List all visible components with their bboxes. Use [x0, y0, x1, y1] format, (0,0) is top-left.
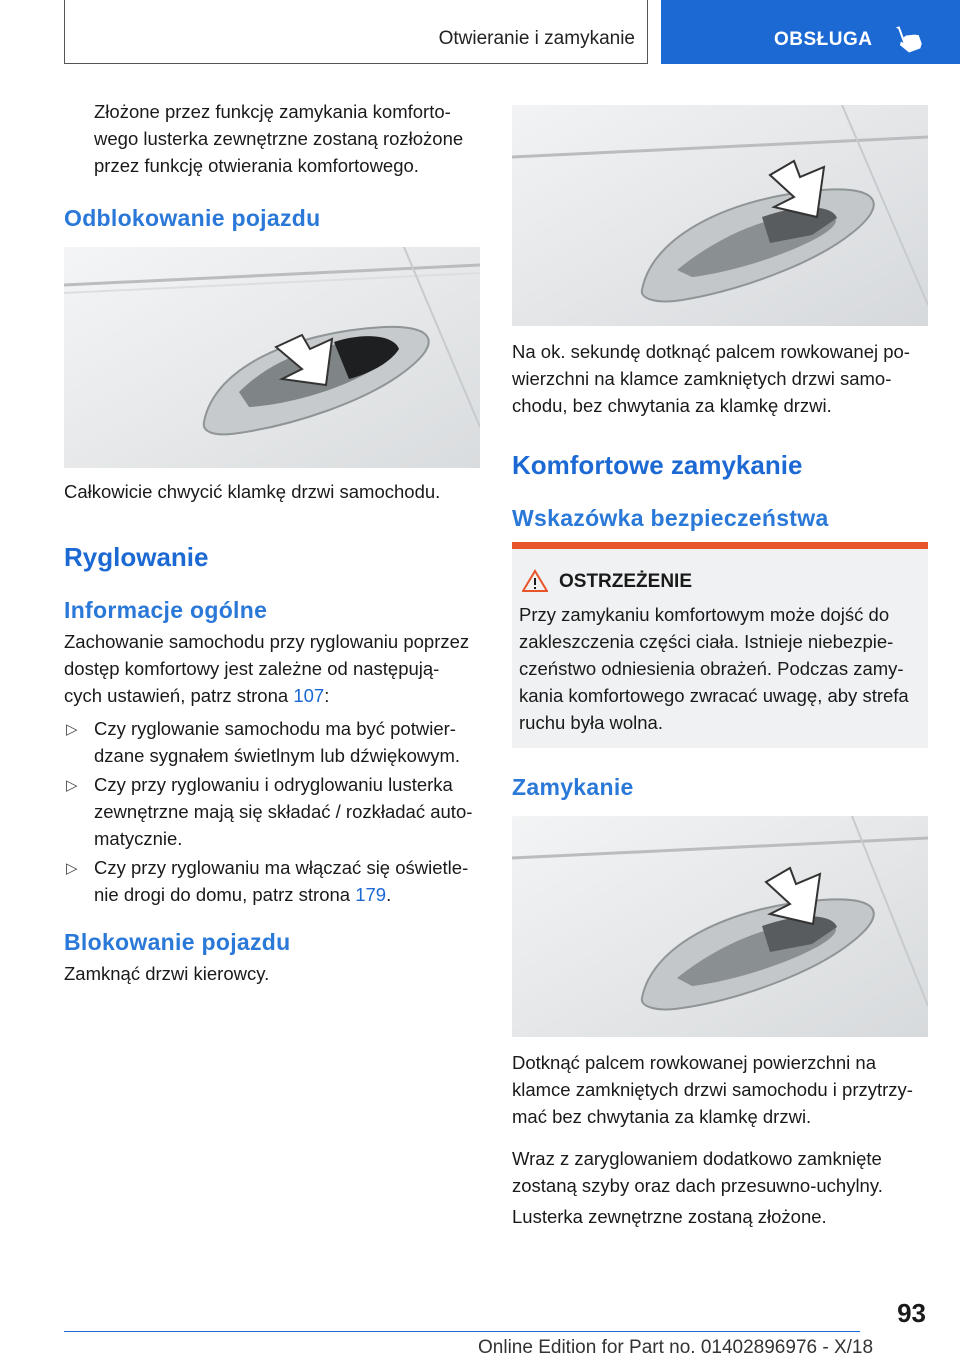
bullet-3-line-1: Czy przy ryglowaniu ma włączać się oświetle- [94, 857, 469, 878]
bullet-icon: ▷ [66, 777, 78, 794]
bullet-icon: ▷ [66, 860, 78, 877]
touch-caption-line-2: wierzchni na klamce zamkniętych drzwi samo- [512, 368, 892, 389]
heading-block-vehicle: Blokowanie pojazdu [64, 929, 291, 955]
close-caption-line-1: Dotknąć palcem rowkowanej powierzchni na [512, 1052, 877, 1073]
warning-box [512, 549, 928, 748]
general-text-line-3-pre: cych ustawień, patrz strona [64, 685, 294, 706]
close-caption-line-2: klamce zamkniętych drzwi samochodu i przytrzy- [512, 1079, 913, 1100]
header-tab-label: OBSŁUGA [774, 29, 873, 50]
close-text2-line-1: Wraz z zaryglowaniem dodatkowo zamknięte [512, 1148, 882, 1169]
intro-line-2: wego lusterka zewnętrzne zostaną rozłożone [94, 128, 464, 149]
header-section-box [64, 0, 648, 64]
heading-unlock: Odblokowanie pojazdu [64, 205, 321, 231]
general-text-line-3 [64, 682, 329, 709]
unlock-caption: Całkowicie chwycić klamkę drzwi samochodu. [64, 481, 441, 502]
general-text-line-3-post: : [324, 685, 330, 706]
warning-line-5: ruchu była wolna. [519, 712, 663, 733]
warning-line-2: zakleszczenia części ciała. Istnieje niebezpie- [519, 631, 894, 652]
figure-door-handle-grip [64, 247, 480, 468]
figure-door-handle-touch [512, 105, 928, 326]
header-tab-obsluga[interactable] [661, 0, 960, 64]
heading-comfort-closing: Komfortowe zamykanie [512, 450, 803, 480]
heading-general-info: Informacje ogólne [64, 597, 268, 623]
block-text: Zamknąć drzwi kierowcy. [64, 963, 270, 984]
figure-door-handle-hold [512, 816, 928, 1037]
general-text-line-1: Zachowanie samochodu przy ryglowaniu poprzez [64, 631, 470, 652]
warning-line-3: czeństwo odniesienia obrażeń. Podczas zamy- [519, 658, 904, 679]
bullet-2-line-3: matycznie. [94, 828, 183, 849]
warning-triangle-icon [522, 569, 548, 593]
bullet-1-line-1: Czy ryglowanie samochodu ma być potwier- [94, 718, 456, 739]
bullet-3-line-2-post: . [386, 884, 392, 905]
touch-caption-line-1: Na ok. sekundę dotknąć palcem rowkowanej po- [512, 341, 910, 362]
bullet-3-line-2 [94, 881, 391, 908]
footer-edition: Online Edition for Part no. 01402896976 - X/18 [478, 1337, 874, 1358]
warning-line-1: Przy zamykaniu komfortowym może dojść do [519, 604, 890, 625]
bullet-icon: ▷ [66, 721, 78, 738]
close-caption-line-3: mać bez chwytania za klamkę drzwi. [512, 1106, 812, 1127]
intro-line-1: Złożone przez funkcję zamykania komforto- [94, 101, 451, 122]
close-text3: Lusterka zewnętrzne zostaną złożone. [512, 1206, 827, 1227]
page-link-107[interactable]: 107 [293, 685, 325, 706]
bullet-3-line-2-pre: nie drogi do domu, patrz strona [94, 884, 356, 905]
bullet-1-line-2: dzane sygnałem świetlnym lub dźwiękowym. [94, 745, 461, 766]
warning-title: OSTRZEŻENIE [559, 571, 693, 592]
heading-closing: Zamykanie [512, 774, 634, 800]
warning-color-bar [512, 542, 928, 549]
hand-pointer-icon [894, 22, 922, 54]
page-number: 93 [897, 1298, 926, 1328]
page-link-179[interactable]: 179 [355, 884, 387, 905]
general-text-line-2: dostęp komfortowy jest zależne od następują- [64, 658, 440, 679]
heading-safety-note: Wskazówka bezpieczeństwa [512, 505, 829, 531]
bullet-2-line-2: zewnętrzne mają się składać / rozkładać auto- [94, 801, 473, 822]
intro-line-3: przez funkcję otwierania komfortowego. [94, 155, 419, 176]
close-text2-line-2: zostaną szyby oraz dach przesuwno-uchylny. [512, 1175, 883, 1196]
warning-line-4: kania komfortowego zwracać uwagę, aby strefa [519, 685, 909, 706]
header-section-title: Otwieranie i zamykanie [438, 28, 635, 49]
touch-caption-line-3: chodu, bez chwytania za klamkę drzwi. [512, 395, 832, 416]
heading-lock: Ryglowanie [64, 542, 209, 572]
bullet-2-line-1: Czy przy ryglowaniu i odryglowaniu lusterka [94, 774, 453, 795]
footer-divider [64, 1331, 860, 1332]
